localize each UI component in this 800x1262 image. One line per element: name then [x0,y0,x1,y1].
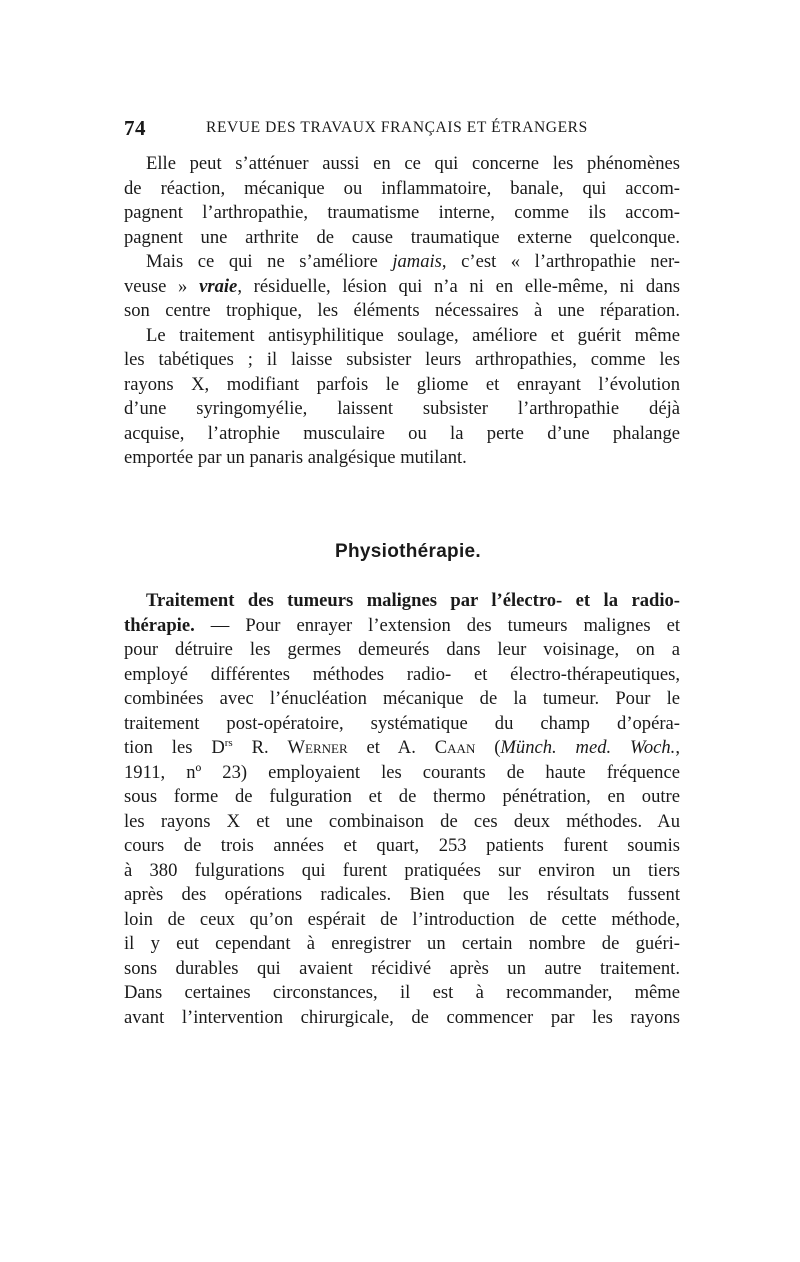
page-number: 74 [124,116,146,140]
article-line-13: après des opérations radicales. Bien que les résultats fussent [124,884,680,905]
article-line-8: 1911, nº 23) employaient les courants de haute fréquence [124,761,680,783]
paragraph-2-line-3: son centre trophique, les éléments nécessaires à une réparation. [124,300,680,321]
paragraph-3-line-5: acquise, l’atrophie musculaire ou la perte d’une phalange [124,422,680,444]
text-run: R. [232,737,288,758]
paragraph-2-line-2 [124,275,680,300]
italic-run: vraie [199,275,238,297]
section-heading: Physiothérapie. [335,541,481,562]
body-text-top [124,152,680,471]
paragraph-1-line-4: pagnent une arthrite de cause traumatique externe quelconque. [124,226,680,248]
article-text [124,589,680,1030]
text-run: , c’est « l’arthropathie ner- [441,251,680,272]
paragraph-1-line-3: pagnent l’arthropathie, traumatisme interne, comme ils accom- [124,202,680,223]
article-line-5: combinées avec l’énucléation mécanique de la tumeur. Pour le [124,688,680,709]
author-name: Werner [287,737,348,758]
text-run: veuse » [124,275,200,297]
article-line-14: loin de ceux qu’on espérait de l’introduction de cette méthode, [124,908,680,930]
paragraph-2-line-1 [124,250,680,275]
paragraph-3-line-4: d’une syringomyélie, laissent subsister l’arthropathie déjà [124,398,680,419]
paragraph-3-line-2: les tabétiques ; il laisse subsister leurs arthropathies, comme les [124,349,680,370]
article-line-10: les rayons X et une combinaison de ces deux méthodes. Au [124,810,680,832]
article-line-9: sous forme de fulguration et de thermo pénétration, en outre [124,786,680,807]
article-line-18: avant l’intervention chirurgicale, de commencer par les rayons [124,1006,680,1028]
text-run: — Pour enrayer l’extension des tumeurs malignes et [194,614,680,636]
text-run: Mais ce qui ne s’améliore [146,251,393,272]
article-title-end: thérapie. [124,614,195,636]
article-line-16: sons durables qui avaient récidivé après un autre traitement. [124,957,680,979]
journal-name: Münch. med. Woch. [500,737,676,758]
paragraph-1-line-1: Elle peut s’atténuer aussi en ce qui concerne les phénomènes [146,153,680,174]
author-name: Caan [434,737,476,758]
article-line-4: employé différentes méthodes radio- et électro-thérapeutiques, [124,663,680,685]
article-line-2 [124,614,680,639]
italic-run: jamais [392,251,442,272]
running-title: REVUE DES TRAVAUX FRANÇAIS ET ÉTRANGERS [206,119,588,136]
article-line-7 [124,736,680,761]
text-run: et A. [347,737,435,758]
superscript: rs [224,736,233,749]
article-line-3: pour détruire les germes demeurés dans leur voisinage, on a [124,639,680,660]
article-line-12: à 380 fulgurations qui furent pratiquées sur environ un tiers [124,859,680,881]
article-line-11: cours de trois années et quart, 253 patients furent soumis [124,835,680,856]
text-run: , résiduelle, lésion qui n’a ni en elle-même, ni dans [237,275,680,297]
text-run: tion les D [124,737,225,758]
article-line-17: Dans certaines circonstances, il est à recommander, même [124,982,680,1003]
text-run: , [675,737,680,758]
paragraph-3-line-1: Le traitement antisyphilitique soulage, améliore et guérit même [146,324,680,346]
paragraph-3-line-6: emportée par un panaris analgésique mutilant. [124,447,467,468]
running-head [124,116,684,142]
text-run: ( [475,737,501,758]
article-line-15: il y eut cependant à enregistrer un certain nombre de guéri- [124,933,680,954]
article-line-6: traitement post-opératoire, systématique du champ d’opéra- [124,712,680,734]
article-line-1: Traitement des tumeurs malignes par l’électro- et la radio- [146,590,680,611]
paragraph-3-line-3: rayons X, modifiant parfois le gliome et enrayant l’évolution [124,373,680,395]
paragraph-1-line-2: de réaction, mécanique ou inflammatoire, banale, qui accom- [124,177,680,199]
